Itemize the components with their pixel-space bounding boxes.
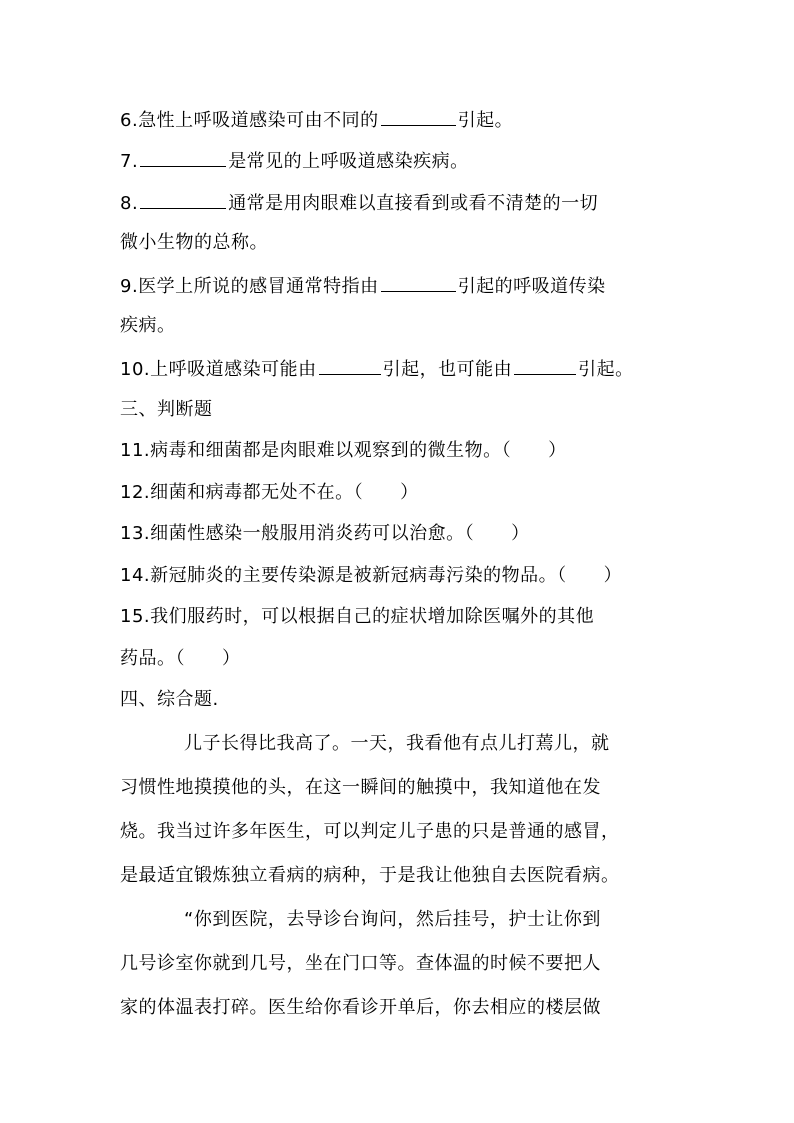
question-8-blank[interactable] [140,190,226,209]
question-10-text-before: 上呼吸道感染可能由 [150,359,317,380]
question-6-text-after: 引起。 [457,110,514,131]
section-3-title: 三、判断题 [120,399,213,420]
question-8-number: 8. [120,193,139,214]
question-15-line-2: 药品。（ ） [120,648,241,669]
passage-paragraph-1-line-4: 是最适宜锻炼独立看病的病种，于是我让他独自去医院看病。 [120,865,620,886]
question-6-text-before: 急性上呼吸道感染可由不同的 [138,110,379,131]
passage-paragraph-2-line-1: “你到医院，去导诊台询问，然后挂号，护士让你到 [184,909,601,930]
question-11: 11.病毒和细菌都是肉眼难以观察到的微生物。（ ） [120,440,567,461]
passage-paragraph-1-line-2: 习惯性地摸摸他的头，在这一瞬间的触摸中，我知道他在发 [120,777,601,798]
question-9-continuation: 疾病。 [120,315,176,336]
question-12: 12.细菌和病毒都无处不在。（ ） [120,482,419,503]
question-7-blank[interactable] [140,148,226,167]
passage-paragraph-2-line-3: 家的体温表打碎。医生给你看诊开单后，你去相应的楼层做 [120,997,601,1018]
question-7 [120,148,469,174]
question-13: 13.细菌性感染一般服用消炎药可以治愈。（ ） [120,523,530,544]
question-9-text-after: 引起的呼吸道传染 [457,276,606,297]
question-8-text-after: 通常是用肉眼难以直接看到或看不清楚的一切 [228,193,599,214]
section-4-title: 四、综合题. [120,689,219,710]
question-6-number: 6. [120,110,139,131]
question-8-continuation: 微小生物的总称。 [120,232,268,253]
question-7-text-after: 是常见的上呼吸道感染疾病。 [228,151,469,172]
question-6-blank[interactable] [381,107,456,126]
question-10-text-after: 引起。 [578,359,634,380]
question-6 [120,107,513,133]
question-9 [120,273,606,299]
passage-paragraph-2-line-2: 几号诊室你就到几号，坐在门口等。查体温的时候不要把人 [120,953,601,974]
question-9-text-before: 医学上所说的感冒通常特指由 [138,276,379,297]
question-10-text-middle: 引起，也可能由 [382,359,513,380]
question-9-blank[interactable] [381,273,456,292]
question-9-number: 9. [120,276,139,297]
question-10-blank-2[interactable] [514,356,576,375]
question-7-number: 7. [120,151,139,172]
question-14: 14.新冠肺炎的主要传染源是被新冠病毒污染的物品。（ ） [120,565,623,586]
passage-paragraph-1-line-1: 儿子长得比我高了。一天，我看他有点儿打蔫儿，就 [184,733,610,754]
passage-paragraph-1-line-3: 烧。我当过许多年医生，可以判定儿子患的只是普通的感冒， [120,821,620,842]
question-10-blank-1[interactable] [319,356,381,375]
question-8 [120,190,598,216]
question-10 [120,356,634,382]
question-10-number: 10. [120,359,151,380]
question-15-line-1: 15.我们服药时，可以根据自己的症状增加除医嘱外的其他 [120,606,595,627]
